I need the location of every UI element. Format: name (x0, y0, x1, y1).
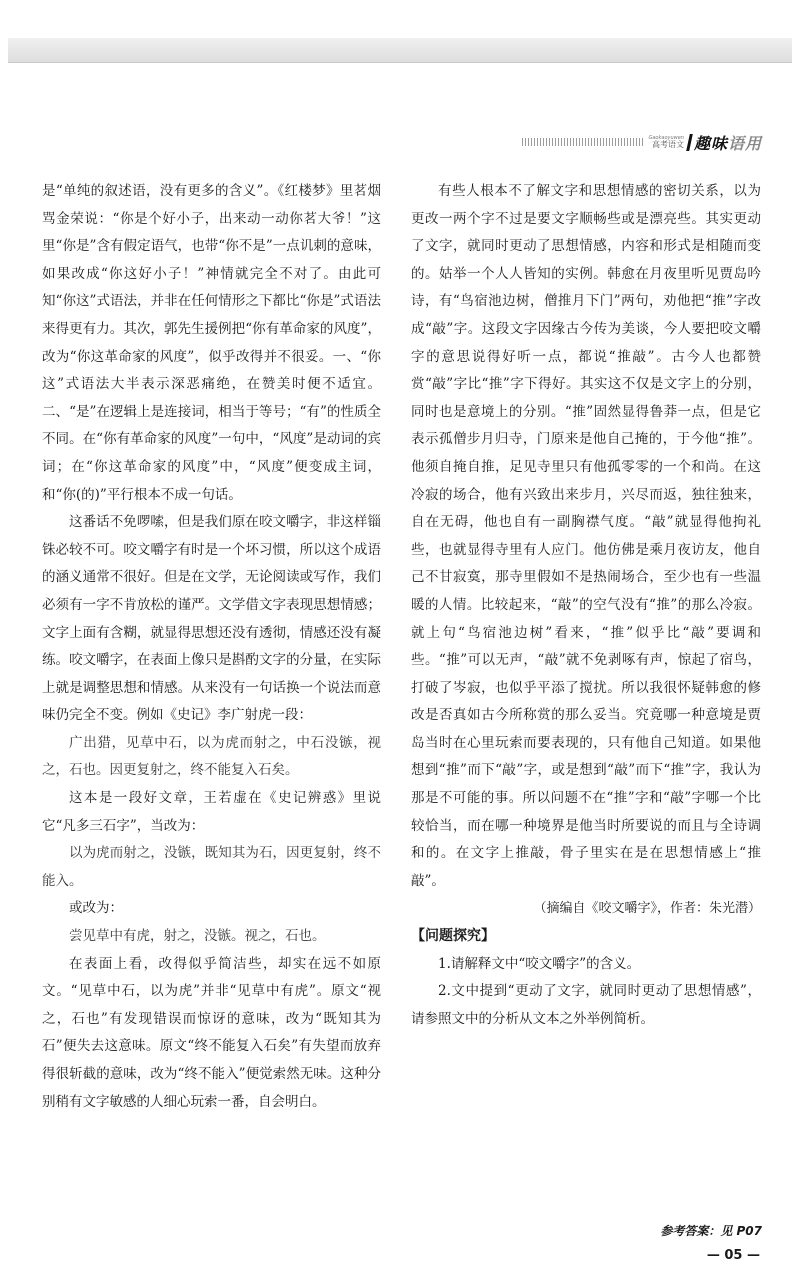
answer-reference: 参考答案：见 P07 (660, 1224, 762, 1238)
paragraph: 在表面上看，改得似乎简洁些，却实在远不如原文。“见草中石，以为虎”并非“见草中有虎”。原文“视之，石也”有发现错误而惊讶的意味，改为“既知其为石”便失去这意味。原文“终不能复入石矣”有失望而放弃得很斩截的意味，改为“终不能入”便觉索然无味。这种分别稍有文字敏感的人细心玩索一番，自会明白。 (42, 955, 381, 1110)
magazine-name-en: Gaokaoyuwen (648, 134, 684, 141)
header-divider-bar (686, 134, 693, 151)
question-item: 2.文中提到“更动了文字，就同时更动了思想情感”，请参照文中的分析从文本之外举例简析。 (411, 983, 761, 1027)
paragraph: 有些人根本不了解文字和思想情感的密切关系，以为更改一两个字不过是要文字顺畅些或是漂亮些。其实更动了文字，就同时更动了思想情感，内容和形式是相随而变的。姑举一个人人皆知的实例。韩愈在月夜里听见贾岛吟诗，有“鸟宿池边树，僧推月下门”两句，劝他把“推”字改成“敲”字。这段文字因缘古今传为美谈，今人要把咬文嚼字的意思说得好听一点，都说“推敲”。古今人也都赞赏“敲”字比“推”字下得好。其实这不仅是文字上的分别，同时也是意境上的分别。“推”固然显得鲁莽一点，但是它表示孤僧步月归寺，门原来是他自己掩的，于今他“推”。他须自掩自推，足见寺里只有他孤零零的一个和尚。在这冷寂的场合，他有兴致出来步月，兴尽而返，独往独来，自在无碍，他也自有一副胸襟气度。“敲”就显得他拘礼些，也就显得寺里有人应门。他仿佛是乘月夜访友，他自己不甘寂寞，那寺里假如不是热闹场合，至少也有一些温暖的人情。比较起来，“敲”的空气没有“推”的那么冷寂。就上句“鸟宿池边树”看来，“推”似乎比“敲”要调和些。“推”可以无声，“敲”就不免剥啄有声，惊起了宿鸟，打破了岑寂，也似乎平添了搅扰。所以我很怀疑韩愈的修改是否真如古今所称赏的那么妥当。究竟哪一种意境是贾岛当时在心里玩索而要表现的，只有他自己知道。如果他想到“推”而下“敲”字，或是想到“敲”而下“推”字，我认为那是不可能的事。所以问题不在“推”字和“敲”字哪一个比较恰当，而在哪一种境界是他当时所要说的而且与全诗调和的。在文字上推敲，骨子里实在是在思想情感上“推敲”。 (411, 183, 761, 889)
page-number: — 05 — (706, 1248, 760, 1263)
top-banner (8, 38, 792, 63)
quotation: 尝见草中有虎，射之，没镞。视之，石也。 (69, 928, 326, 945)
column-title-part-b: 语用 (727, 133, 762, 153)
quotation: 以为虎而射之，没镞，既知其为石，因更复射，终不能入。 (42, 845, 381, 889)
paragraph: 这本是一段好文章，王若虚在《史记辨惑》里说它“凡多三石字”，当改为： (42, 790, 381, 834)
question-heading: 【问题探究】 (411, 928, 495, 945)
quotation: 广出猎，见草中石，以为虎而射之，中石没镞，视之，石也。因更复射之，终不能复入石矣。 (42, 734, 381, 779)
paragraph: 是“单纯的叙述语，没有更多的含义”。《红楼梦》里茗烟骂金荣说：“你是个好小子，出来动一动你茗大爷！”这里“你是”含有假定语气，也带“你不是”一点讥刺的意味，如果改成“你这好小子！”神情就完全不对了。由此可知“你这”式语法，并非在任何情形之下都比“你是”式语法来得更有力。其次，郭先生援例把“你有革命家的风度”，改为“你这革命家的风度”，似乎改得并不很妥。一、“你这”式语法大半表示深恶痛绝，在赞美时便不适宜。二、“是”在逻辑上是连接词，相当于等号；“有”的性质全不同。在“你有革命家的风度”一句中，“风度”是动词的宾词；在“你这革命家的风度”中，“风度”便变成主词，和“你(的)”平行根本不成一句话。 (42, 183, 381, 503)
column-title (694, 131, 762, 154)
paragraph: 或改为： (69, 900, 123, 917)
column-title-part-a: 趣味 (693, 133, 728, 153)
magazine-name-cn: 高考语文 (651, 139, 684, 149)
question-item: 1.请解释文中“咬文嚼字”的含义。 (438, 955, 641, 972)
right-column (411, 178, 761, 1033)
source-citation: （摘编自《咬文嚼字》，作者：朱光潜） (533, 901, 761, 917)
left-column (42, 178, 381, 1116)
magazine-name (648, 136, 683, 149)
column-header (522, 131, 762, 153)
header-hatch-decoration (522, 138, 644, 146)
paragraph: 这番话不免啰嗦，但是我们原在咬文嚼字，非这样锱铢必较不可。咬文嚼字有时是一个坏习惯，所以这个成语的涵义通常不很好。但是在文学，无论阅读或写作，我们必须有一字不肯放松的谨严。文学借文字表现思想情感；文字上面有含糊，就显得思想还没有透彻，情感还没有凝练。咬文嚼字，在表面上像只是斟酌文字的分量，在实际上就是调整思想和情感。从来没有一句话换一个说法而意味仍完全不变。例如《史记》李广射虎一段： (42, 514, 381, 724)
